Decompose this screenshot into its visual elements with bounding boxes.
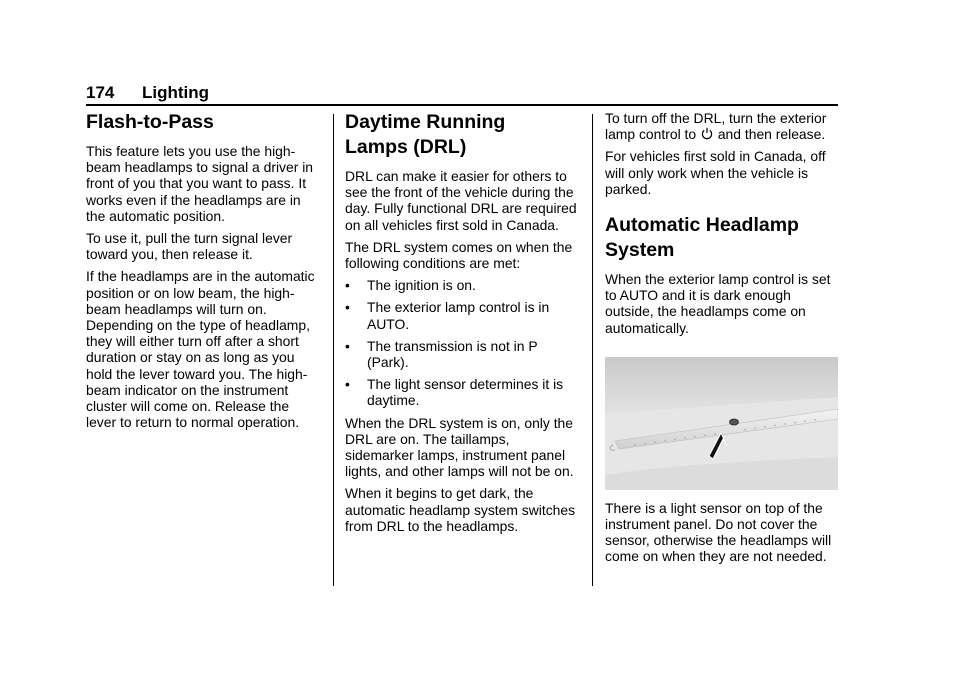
list-item (345, 376, 581, 408)
drl-heading-line1: Daytime Running (345, 111, 506, 133)
list-item-text: The exterior lamp control is in AUTO. (367, 299, 550, 332)
section-title: Lighting (142, 83, 210, 102)
paragraph: When the exterior lamp control is set to AUTO and it is dark enough outside, the headlamps come on automatically. (605, 271, 831, 336)
paragraph: There is a light sensor on top of the instrument panel. Do not cover the sensor, otherwise the headlamps will come on when they are not needed. (605, 499, 832, 565)
column-automatic-headlamp (605, 110, 841, 571)
bullet-icon: • (345, 337, 350, 354)
bullet-icon: • (345, 376, 350, 393)
column-divider (333, 114, 334, 586)
page-number: 174 (86, 83, 115, 102)
bullet-icon: • (345, 299, 350, 316)
paragraph: This feature lets you use the high-beam headlamps to signal a driver in front of you that you want to pass. It works even if the headlamps are in the automatic position. (86, 143, 314, 224)
list-item-text: The ignition is on. (367, 277, 476, 294)
list-item (345, 299, 581, 331)
column-divider (592, 114, 593, 586)
auto-heading-line2: System (605, 239, 675, 262)
paragraph: If the headlamps are in the automatic position or on low beam, the high-beam headlamps will turn on. Depending on the type of headlamp, they will either turn off after a short duration or stay on as long as you hold the lever toward you. The high-beam indicator on the instrument cluster will come on. Release the lever to return to normal operation. (86, 268, 315, 431)
paragraph: For vehicles first sold in Canada, off will only work when the vehicle is parked. (605, 148, 826, 197)
list-item (345, 338, 581, 370)
drl-off-text: To turn off the DRL, turn the exterior lamp control to (605, 110, 827, 143)
light-sensor-illustration (605, 357, 838, 490)
list-item-text: The transmission is not in P (Park). (367, 337, 538, 371)
column-flash-to-pass (86, 110, 322, 436)
drl-heading-line2: Lamps (DRL) (345, 136, 467, 158)
list-item-text: The light sensor determines it is daytime. (367, 376, 564, 409)
bullet-icon: • (345, 277, 350, 294)
power-off-icon (701, 127, 713, 140)
paragraph: When it begins to get dark, the automatic headlamp system switches from DRL to the headlamps. (345, 485, 576, 534)
paragraph: The DRL system comes on when the following conditions are met: (345, 238, 573, 272)
flash-to-pass-heading: Flash-to-Pass (86, 111, 214, 133)
paragraph: When the DRL system is on, only the DRL are on. The taillamps, sidemarker lamps, instrument panel lights, and other lamps will not be on. (345, 414, 574, 480)
drl-heading (345, 110, 581, 160)
light-sensor-photo (605, 357, 838, 490)
page-header (86, 82, 838, 106)
column-drl (345, 110, 581, 540)
automatic-headlamp-heading (605, 213, 841, 263)
paragraph: To use it, pull the turn signal lever toward you, then release it. (86, 230, 293, 263)
drl-off-text-end: and then release. (717, 126, 826, 143)
list-item (345, 277, 581, 293)
paragraph: DRL can make it easier for others to see the front of the vehicle during the day. Fully functional DRL are required on all vehicles first sold in Canada. (345, 168, 577, 233)
auto-heading-line1: Automatic Headlamp (605, 214, 799, 237)
drl-off-paragraph (605, 110, 841, 142)
